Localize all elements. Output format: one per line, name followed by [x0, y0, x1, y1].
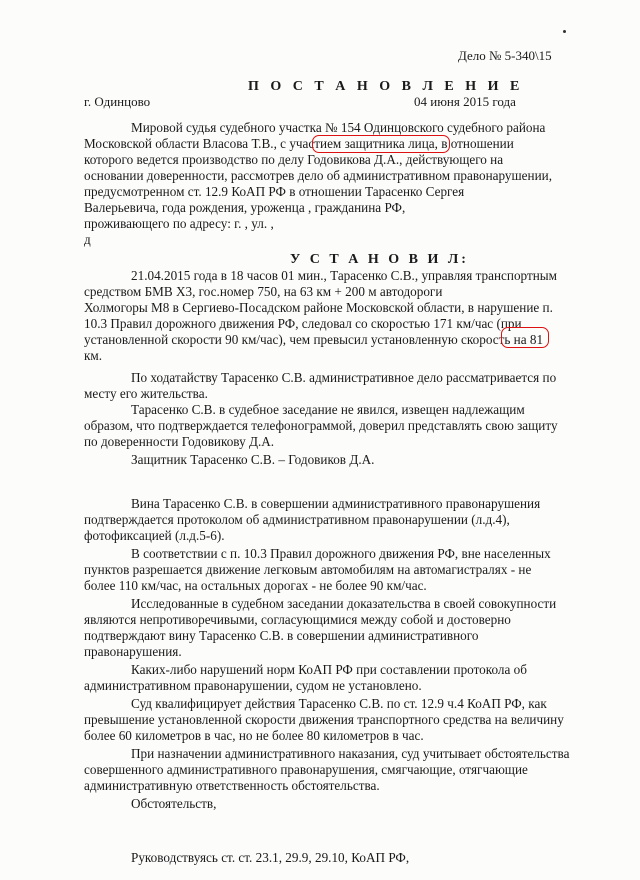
highlight-speed-excess-annotation: [501, 327, 549, 348]
body-line: Защитник Тарасенко С.В. – Годовиков Д.А.: [131, 452, 375, 467]
body-line: Холмогоры М8 в Сергиево-Посадском районе Московской области, в нарушение п.: [84, 300, 553, 315]
document-title: П О С Т А Н О В Л Е Н И Е: [248, 79, 524, 94]
scan-speck: [563, 30, 566, 33]
intro-line: предусмотренном ст. 12.9 КоАП РФ в отношении Тарасенко Сергея: [84, 184, 465, 199]
body-line: месту его жительства.: [84, 386, 208, 401]
body-line: Исследованные в судебном заседании доказательства в своей совокупности: [131, 596, 557, 611]
body-line: При назначении административного наказания, суд учитывает обстоятельства: [131, 746, 570, 761]
body-line: 21.04.2015 года в 18 часов 01 мин., Тарасенко С.В., управляя транспортным: [131, 268, 557, 283]
body-line: По ходатайству Тарасенко С.В. административное дело рассматривается по: [131, 370, 557, 385]
document-date: 04 июня 2015 года: [414, 94, 516, 109]
body-line: Тарасенко С.В. в судебное заседание не явился, извещен надлежащим: [131, 402, 525, 417]
city: г. Одинцово: [84, 94, 151, 109]
section-title: У С Т А Н О В И Л:: [290, 252, 469, 267]
body-line: Суд квалифицирует действия Тарасенко С.В. по ст. 12.9 ч.4 КоАП РФ, как: [131, 696, 547, 711]
intro-line: основании доверенности, рассмотрев дело об административном правонарушении,: [84, 168, 552, 183]
body-line: средством БМВ Х3, гос.номер 750, на 63 км + 200 м автодороги: [84, 284, 443, 299]
body-line: подтверждается протоколом об административном правонарушении (л.д.4),: [84, 512, 510, 527]
body-line: совершенного административного правонарушения, смягчающие, отягчающие: [84, 762, 528, 777]
body-line: Обстоятельств,: [131, 796, 217, 811]
intro-line: Валерьевича, года рождения, уроженца , гражданина РФ,: [84, 200, 406, 215]
body-line: более 110 км/час, на остальных дорогах - не более 90 км/час.: [84, 578, 427, 593]
body-line: более 60 километров в час, но не более 80 километров в час.: [84, 728, 424, 743]
body-line: Каких-либо нарушений норм КоАП РФ при составлении протокола об: [131, 662, 527, 677]
body-line: правонарушения.: [84, 644, 182, 659]
body-line: по доверенности Годовикову Д.А.: [84, 434, 275, 449]
body-line: административную ответственность обстоятельства.: [84, 778, 380, 793]
body-line: установленной скорости 90 км/час), чем превысил установленную скорость на 81: [84, 332, 544, 347]
body-line: В соответствии с п. 10.3 Правил дорожного движения РФ, вне населенных: [131, 546, 551, 561]
intro-line: которого ведется производство по делу Годовикова Д.А., действующего на: [84, 152, 504, 167]
body-line: Вина Тарасенко С.В. в совершении административного правонарушения: [131, 496, 541, 511]
body-line: административном правонарушении, судом не установлено.: [84, 678, 422, 693]
intro-line: Мировой судья судебного участка № 154 Одинцовского судебного района: [131, 120, 546, 135]
body-line: Руководствуясь ст. ст. 23.1, 29.9, 29.10, КоАП РФ,: [131, 850, 410, 865]
body-line: км.: [84, 348, 103, 363]
intro-line: проживающего по адресу: г. , ул. ,: [84, 216, 274, 231]
body-line: пунктов разрешается движение легковым автомобилям на автомагистралях - не: [84, 562, 532, 577]
intro-line: д: [84, 232, 91, 247]
body-line: фотофиксацией (л.д.5-6).: [84, 528, 225, 543]
highlight-defender-annotation: [312, 135, 450, 153]
case-number: Дело № 5-340\15: [458, 48, 552, 63]
body-line: превышение установленной скорости движения транспортного средства на величину: [84, 712, 564, 727]
body-line: образом, что подтверждается телефонограммой, доверил представлять свою защиту: [84, 418, 558, 433]
body-line: являются непротиворечивыми, согласующимися между собой и достоверно: [84, 612, 511, 627]
intro-line: Московской области Власова Т.В., с участием защитника лица, в отношении: [84, 136, 514, 151]
body-line: 10.3 Правил дорожного движения РФ, следовал со скоростью 171 км/час (при: [84, 316, 522, 331]
body-line: подтверждают вину Тарасенко С.В. в совершении административного: [84, 628, 479, 643]
